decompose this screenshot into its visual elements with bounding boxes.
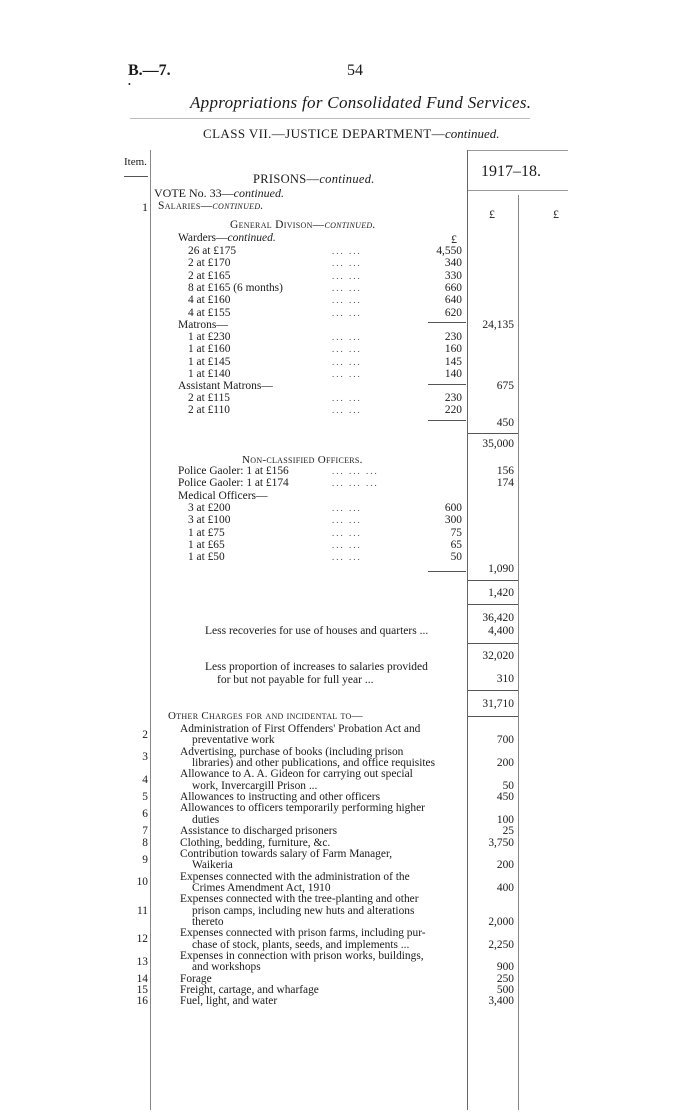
charge-item — [0, 951, 700, 974]
charge-item-number: 13 — [136, 955, 148, 968]
amount-row — [0, 527, 700, 539]
charge-item-number: 14 — [136, 972, 148, 985]
amount-row — [0, 356, 700, 368]
charge-item — [0, 928, 700, 951]
leader-dots: ... ... — [332, 332, 362, 342]
row-amount: 220 — [444, 404, 462, 417]
row-amount: 4,550 — [436, 245, 462, 257]
charge-line: Allowances to instructing and other officers — [180, 791, 381, 804]
leader-dots: ... ... — [332, 515, 362, 526]
row-amount: 230 — [444, 331, 462, 343]
row-text: 4 at £160 — [188, 294, 231, 307]
salaries-item-number: 1 — [142, 200, 148, 214]
class-heading — [203, 126, 500, 142]
row-amount: 65 — [450, 538, 462, 551]
charge-line: Clothing, bedding, furniture, &c. — [180, 836, 331, 849]
leader-dots: ... ... — [332, 503, 362, 513]
charge-line: Advertising, purchase of books (including prison — [180, 745, 404, 758]
less-recoveries-label: Less recoveries for use of houses and quarters ... — [205, 625, 429, 637]
non-classified-total: 1,420 — [488, 587, 514, 599]
leader-dots: ... ... — [332, 368, 362, 379]
charge-item-number: 11 — [137, 904, 148, 917]
row-text: 3 at £200 — [188, 502, 231, 514]
year-bottom-rule — [468, 190, 568, 191]
charge-line: Fuel, light, and water — [180, 995, 278, 1008]
row-amount: 156 — [496, 465, 514, 477]
general-division-heading — [230, 219, 376, 231]
charge-line: Contribution towards salary of Farm Manager, — [180, 847, 393, 860]
amount-row — [0, 551, 700, 563]
charge-item — [0, 826, 700, 837]
charge-line: Expenses connected with the tree-planting and other — [180, 893, 419, 906]
gross-rule — [468, 604, 518, 605]
gross-total: 36,420 — [482, 612, 514, 624]
charge-item-number: 5 — [142, 791, 148, 804]
charge-line: and workshops — [192, 961, 261, 974]
amount-row — [0, 270, 700, 282]
charge-amount: 200 — [496, 757, 514, 770]
charge-line: Administration of First Offenders' Probation Act and — [180, 723, 421, 735]
charge-amount: 3,750 — [488, 836, 514, 849]
charge-item-number: 15 — [136, 984, 148, 997]
charge-line: Forage — [180, 972, 212, 985]
charge-item-number: 12 — [136, 932, 148, 945]
non-classified-heading: Non-classified Officers. — [242, 454, 363, 466]
gaoler-row — [0, 465, 700, 477]
leader-dots: ... ... — [332, 527, 362, 538]
charge-line: libraries) and other publications, and office requisites — [192, 757, 436, 770]
charge-line: Expenses in connection with prison works, buildings, — [180, 950, 424, 962]
year-top-rule — [468, 150, 568, 151]
net-bottom-rule — [468, 716, 518, 717]
charge-amount: 700 — [496, 734, 514, 747]
row-amount: 174 — [496, 477, 514, 490]
charge-amount: 250 — [496, 972, 514, 985]
salaries-heading-text: Salaries— — [158, 200, 213, 212]
less-proportion-amount: 310 — [496, 673, 514, 685]
row-text: 1 at £140 — [188, 367, 231, 380]
row-text: 8 at £165 (6 months) — [188, 281, 283, 294]
class-heading-cont: continued. — [445, 126, 500, 141]
gaoler-row — [0, 477, 700, 489]
warders-label — [178, 232, 276, 244]
assistant-matrons-label: Assistant Matrons— — [178, 380, 273, 392]
leader-dots: ... ... ... — [332, 466, 379, 476]
other-charges-heading: Other Charges for and incidental to— — [168, 710, 363, 722]
row-text: 2 at £170 — [188, 257, 231, 270]
charge-amount: 100 — [496, 813, 514, 826]
leader-dots: ... ... — [332, 405, 362, 416]
salaries-heading — [158, 200, 264, 212]
charge-item-number: 8 — [142, 836, 148, 849]
charge-line: Crimes Amendment Act, 1910 — [192, 881, 331, 894]
charge-item — [0, 803, 700, 826]
charge-amount: 2,250 — [488, 938, 514, 951]
amount-row — [0, 282, 700, 294]
vote-heading-cont: continued. — [233, 186, 284, 200]
leader-dots: ... ... — [332, 258, 362, 269]
row-amount: 340 — [444, 257, 462, 270]
warders-label-cont: continued. — [227, 232, 276, 244]
charge-line: Waikeria — [192, 859, 233, 872]
vote-heading — [154, 186, 284, 201]
pound-sign-col1: £ — [451, 232, 457, 246]
charge-item-number: 3 — [142, 751, 148, 764]
amount-row — [0, 294, 700, 306]
pound-sign-col3: £ — [553, 207, 559, 221]
charge-item — [0, 894, 700, 928]
net-total: 31,710 — [482, 698, 514, 710]
medical-officers-label: Medical Officers— — [178, 490, 268, 502]
leader-dots: ... ... — [332, 344, 362, 355]
prisons-heading-text: PRISONS— — [253, 172, 320, 186]
leader-dots: ... ... — [332, 295, 362, 306]
row-text: 1 at £145 — [188, 355, 231, 368]
leader-dots: ... ... — [332, 246, 362, 256]
charge-item — [0, 747, 700, 770]
general-division-cont: continued. — [324, 219, 376, 231]
amount-row — [0, 539, 700, 551]
row-amount: 50 — [450, 551, 462, 564]
item-column-header: Item. — [124, 156, 147, 168]
salaries-heading-cont: continued. — [212, 200, 264, 212]
row-amount: 140 — [444, 367, 462, 380]
assistant-matrons-total: 450 — [496, 417, 514, 429]
vote-heading-text: VOTE No. 33— — [154, 186, 234, 200]
charge-item — [0, 996, 700, 1007]
prisons-heading-cont: continued. — [319, 172, 375, 186]
general-division-text: General Divison— — [230, 219, 325, 231]
matrons-rule — [428, 384, 466, 385]
year-header: 1917–18. — [481, 163, 541, 180]
row-text: 2 at £165 — [188, 269, 231, 282]
charge-line: Expenses connected with prison farms, including pur- — [180, 927, 426, 940]
amount-row — [0, 514, 700, 526]
amount-row — [0, 343, 700, 355]
row-text: 26 at £175 — [188, 245, 237, 257]
row-amount: 300 — [444, 514, 462, 527]
charge-item — [0, 985, 700, 996]
medical-rule — [428, 571, 466, 572]
charge-amount: 900 — [496, 961, 514, 974]
charge-amount: 25 — [502, 825, 514, 838]
prisons-heading — [253, 172, 375, 187]
charge-amount: 2,000 — [488, 915, 514, 928]
charge-item — [0, 724, 700, 747]
row-amount: 600 — [444, 502, 462, 514]
charge-line: Expenses connected with the administration of the — [180, 870, 410, 883]
row-text: 2 at £110 — [188, 404, 230, 417]
assistant-matrons-rule — [428, 420, 466, 421]
general-subtotal: 35,000 — [482, 438, 514, 450]
row-text: 1 at £65 — [188, 538, 225, 551]
amount-row — [0, 331, 700, 343]
charge-line: Allowances to officers temporarily performing higher — [180, 802, 425, 815]
leader-dots: ... ... — [332, 552, 362, 563]
less-recoveries-amount: 4,400 — [488, 625, 514, 637]
leader-dots: ... ... — [332, 270, 362, 281]
charge-line: chase of stock, plants, seeds, and implements ... — [192, 938, 410, 951]
charge-amount: 500 — [496, 984, 514, 997]
row-text: 1 at £50 — [188, 551, 225, 564]
row-amount: 640 — [444, 294, 462, 307]
row-amount: 620 — [444, 306, 462, 319]
charge-line: Freight, cartage, and wharfage — [180, 984, 319, 997]
row-text: 1 at £75 — [188, 526, 225, 539]
recoveries-rule — [468, 643, 518, 644]
warders-total: 24,135 — [482, 319, 514, 331]
charge-line: preventative work — [192, 734, 275, 747]
charge-item — [0, 872, 700, 895]
page-title: Appropriations for Consolidated Fund Services. — [190, 93, 532, 112]
row-amount: 230 — [444, 392, 462, 404]
amount-row — [0, 245, 700, 257]
leader-dots: ... ... — [332, 282, 362, 293]
pound-sign-col2: £ — [489, 207, 495, 221]
matrons-label: Matrons— — [178, 319, 228, 331]
leader-dots: ... ... — [332, 539, 362, 550]
amount-row — [0, 257, 700, 269]
net-rule — [468, 690, 518, 691]
leader-dots: ... ... — [332, 356, 362, 367]
header-rule — [130, 118, 530, 119]
row-text: 3 at £100 — [188, 514, 231, 527]
less-proportion-label-2: for but not payable for full year ... — [217, 674, 374, 686]
charge-line: Assistance to discharged prisoners — [180, 825, 338, 838]
row-amount: 75 — [450, 526, 462, 539]
amount-row — [0, 368, 700, 380]
charge-item-number: 6 — [142, 808, 148, 821]
charge-line: work, Invercargill Prison ... — [192, 779, 318, 792]
row-text: 1 at £160 — [188, 343, 231, 356]
general-subtotal-rule — [468, 433, 518, 434]
leader-dots: ... ... ... — [332, 478, 379, 489]
charge-item-number: 16 — [136, 995, 148, 1008]
row-amount: 145 — [444, 355, 462, 368]
class-heading-text: CLASS VII.—JUSTICE DEPARTMENT— — [203, 126, 445, 141]
after-recoveries-total: 32,020 — [482, 650, 514, 662]
row-text: 4 at £155 — [188, 306, 231, 319]
charge-item — [0, 849, 700, 872]
charge-amount: 450 — [496, 791, 514, 804]
row-amount: 330 — [444, 269, 462, 282]
matrons-total: 675 — [496, 380, 514, 392]
less-proportion-label-1: Less proportion of increases to salaries provided — [205, 661, 428, 673]
charge-item — [0, 974, 700, 985]
row-text: 1 at £230 — [188, 331, 231, 343]
non-classified-rule — [468, 580, 518, 581]
charge-line: thereto — [192, 915, 224, 928]
medical-total: 1,090 — [488, 563, 514, 575]
charge-line: duties — [192, 813, 220, 826]
charge-item-number: 9 — [142, 853, 148, 866]
row-text: 2 at £115 — [188, 392, 230, 404]
warders-rule — [428, 322, 466, 323]
bullet-mark: • — [128, 80, 131, 89]
charge-item-number: 10 — [136, 876, 148, 889]
leader-dots: ... ... — [332, 393, 362, 403]
leader-dots: ... ... — [332, 307, 362, 318]
charge-item-number: 4 — [142, 774, 148, 787]
item-column-rule — [124, 176, 148, 177]
warders-label-text: Warders— — [178, 232, 228, 244]
amount-row — [0, 307, 700, 319]
amount-row — [0, 392, 700, 404]
charge-item-number: 2 — [142, 728, 148, 741]
charge-amount: 400 — [496, 881, 514, 894]
charge-item-number: 7 — [142, 825, 148, 838]
amount-row — [0, 404, 700, 416]
row-amount: 160 — [444, 343, 462, 356]
charge-amount: 50 — [502, 779, 514, 792]
charge-amount: 200 — [496, 859, 514, 872]
charge-amount: 3,400 — [488, 995, 514, 1008]
row-text: Police Gaoler: 1 at £156 — [178, 465, 289, 477]
page-number: 54 — [347, 62, 363, 79]
row-amount: 660 — [444, 281, 462, 294]
charge-line: Allowance to A. A. Gideon for carrying out special — [180, 768, 413, 781]
charge-item — [0, 769, 700, 792]
document-code: B.—7. — [128, 62, 171, 79]
charge-line: prison camps, including new huts and alterations — [192, 904, 415, 917]
row-text: Police Gaoler: 1 at £174 — [178, 477, 289, 490]
amount-row — [0, 502, 700, 514]
